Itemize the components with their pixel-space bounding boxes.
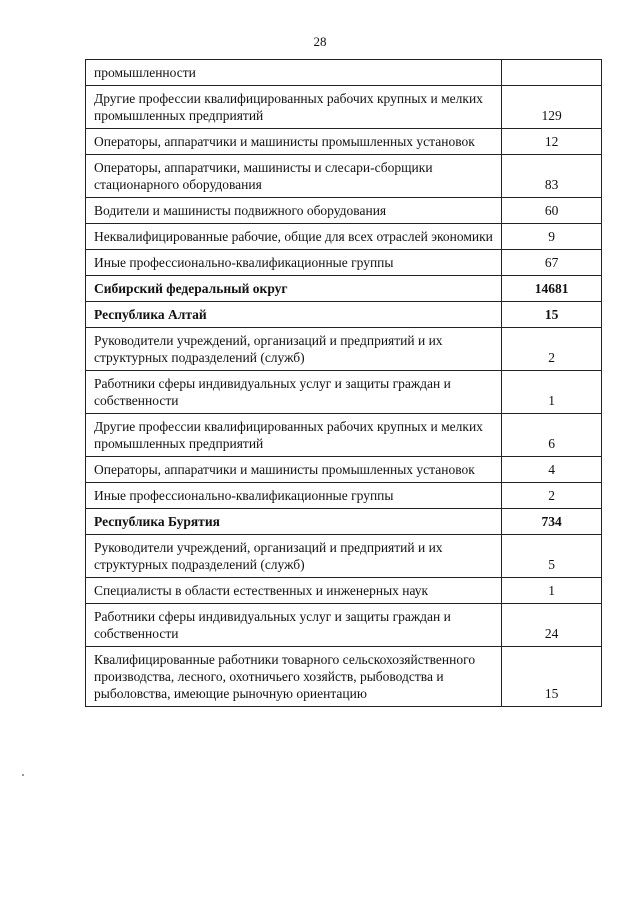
- data-table: [85, 59, 602, 707]
- row-label: Операторы, аппаратчики, машинисты и слесари-сборщики стационарного оборудования: [86, 155, 502, 198]
- row-label: Руководители учреждений, организаций и предприятий и их структурных подразделений (служб): [86, 328, 502, 371]
- row-value: 6: [502, 414, 602, 457]
- table-row: [86, 129, 602, 155]
- row-label: Руководители учреждений, организаций и предприятий и их структурных подразделений (служб): [86, 535, 502, 578]
- table-row: [86, 328, 602, 371]
- row-value: 67: [502, 250, 602, 276]
- table-row: [86, 86, 602, 129]
- row-label: Операторы, аппаратчики и машинисты промышленных установок: [86, 457, 502, 483]
- table-row-region: [86, 276, 602, 302]
- row-value: 4: [502, 457, 602, 483]
- row-value: 83: [502, 155, 602, 198]
- table-row: [86, 224, 602, 250]
- row-value: 129: [502, 86, 602, 129]
- row-label: Работники сферы индивидуальных услуг и защиты граждан и собственности: [86, 371, 502, 414]
- row-value: 60: [502, 198, 602, 224]
- table-body: [86, 60, 602, 707]
- row-label: Республика Алтай: [86, 302, 502, 328]
- row-value: 1: [502, 578, 602, 604]
- row-value: 5: [502, 535, 602, 578]
- row-label: Другие профессии квалифицированных рабочих крупных и мелких промышленных предприятий: [86, 414, 502, 457]
- row-label: промышленности: [86, 60, 502, 86]
- row-label: Водители и машинисты подвижного оборудования: [86, 198, 502, 224]
- row-label: Иные профессионально-квалификационные группы: [86, 250, 502, 276]
- table-row: [86, 414, 602, 457]
- row-value: 2: [502, 483, 602, 509]
- table-row: [86, 60, 602, 86]
- row-label: Республика Бурятия: [86, 509, 502, 535]
- table-row: [86, 535, 602, 578]
- row-value: 2: [502, 328, 602, 371]
- scan-speck: [22, 774, 24, 776]
- row-value: 734: [502, 509, 602, 535]
- row-value: 15: [502, 647, 602, 707]
- row-label: Сибирский федеральный округ: [86, 276, 502, 302]
- table-row: [86, 371, 602, 414]
- table-row-region: [86, 302, 602, 328]
- row-value: [502, 60, 602, 86]
- table-row: [86, 457, 602, 483]
- table-row-region: [86, 509, 602, 535]
- row-label: Операторы, аппаратчики и машинисты промышленных установок: [86, 129, 502, 155]
- row-label: Работники сферы индивидуальных услуг и защиты граждан и собственности: [86, 604, 502, 647]
- row-label: Неквалифицированные рабочие, общие для всех отраслей экономики: [86, 224, 502, 250]
- table-row: [86, 250, 602, 276]
- table-row: [86, 604, 602, 647]
- row-label: Иные профессионально-квалификационные группы: [86, 483, 502, 509]
- table-row: [86, 198, 602, 224]
- table-row: [86, 483, 602, 509]
- page-number: 28: [313, 34, 327, 49]
- row-label: Специалисты в области естественных и инженерных наук: [86, 578, 502, 604]
- table-row: [86, 155, 602, 198]
- table-row: [86, 647, 602, 707]
- row-value: 1: [502, 371, 602, 414]
- row-value: 12: [502, 129, 602, 155]
- row-value: 24: [502, 604, 602, 647]
- row-value: 15: [502, 302, 602, 328]
- row-value: 14681: [502, 276, 602, 302]
- row-value: 9: [502, 224, 602, 250]
- row-label: Другие профессии квалифицированных рабочих крупных и мелких промышленных предприятий: [86, 86, 502, 129]
- table-row: [86, 578, 602, 604]
- row-label: Квалифицированные работники товарного сельскохозяйственного производства, лесного, охотничьего хозяйств, рыбоводства и рыболовства, имеющие рыночную ориентацию: [86, 647, 502, 707]
